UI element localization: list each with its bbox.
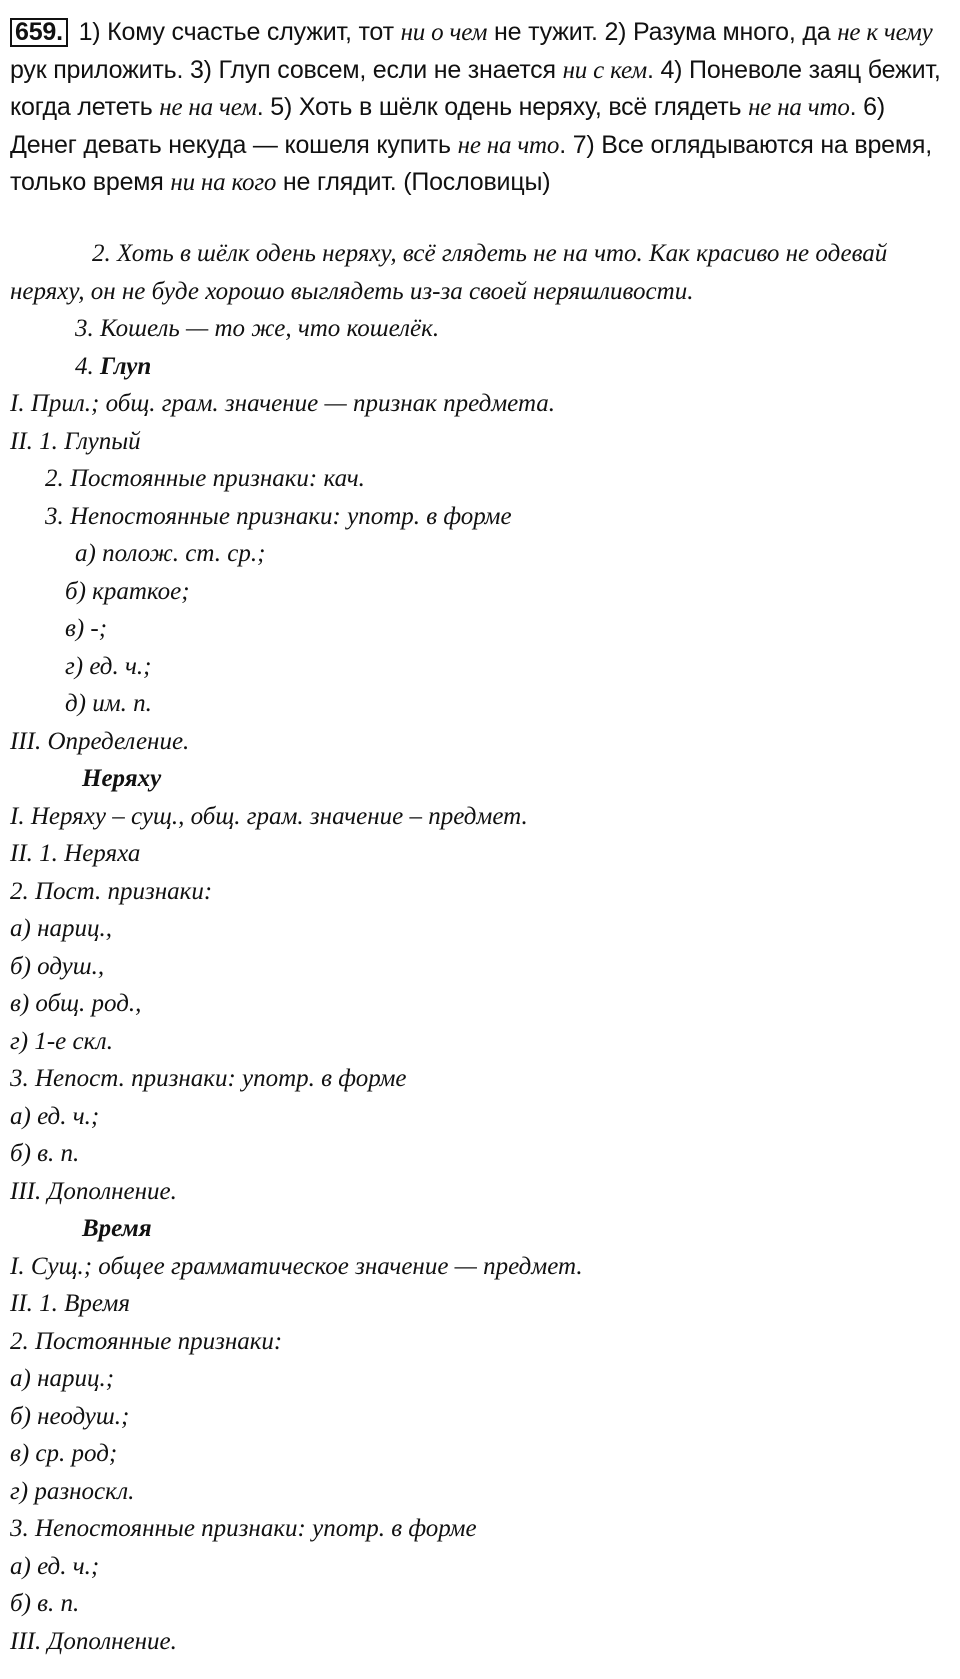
segment-italic: ни с кем — [562, 56, 647, 84]
parse-line: 3. Непостоянные признаки: употр. в форме — [45, 502, 512, 530]
parse-line: в) -; — [65, 615, 108, 642]
parse-line: г) разноскл. — [10, 1477, 135, 1505]
segment: . 7) Все оглядываются на время, только время — [10, 130, 932, 196]
parse-line: III. Определение. — [10, 727, 190, 755]
parse-line: а) полож. ст. ср.; — [75, 540, 266, 567]
segment: не тужит. 2) Разума много, да — [487, 18, 838, 46]
exercise-number: 659. — [10, 18, 68, 47]
segment-italic: не на чем — [159, 94, 257, 121]
parse-line: 2. Постоянные признаки: кач. — [45, 465, 365, 492]
item-4-prefix: 4. — [75, 352, 100, 380]
parse-line: а) ед. ч.; — [10, 1102, 100, 1130]
parse-line: в) ср. род; — [10, 1440, 118, 1467]
word-heading-neryakhu: Неряху — [82, 765, 162, 792]
answer-item-4-heading — [0, 348, 950, 386]
parse-line: 2. Пост. признаки: — [10, 877, 213, 905]
parse-line: д) им. п. — [65, 690, 152, 717]
parse-line: г) ед. ч.; — [65, 652, 152, 680]
parse-line: III. Дополнение. — [10, 1627, 177, 1655]
segment: 1) Кому счастье служит, тот — [71, 18, 401, 46]
parse-line: г) 1-е скл. — [10, 1027, 113, 1055]
segment-italic: не к чему — [837, 19, 933, 46]
parse-line: а) нариц.; — [10, 1365, 115, 1392]
segment-italic: ни о чем — [400, 19, 488, 46]
parse-line: б) краткое; — [65, 577, 190, 605]
segment-italic: не на что — [457, 131, 560, 159]
parse-line: б) в. п. — [10, 1590, 80, 1617]
segment: . 6) Денег девать некуда — кошеля купить — [10, 93, 885, 159]
parse-line: III. Дополнение. — [10, 1177, 177, 1205]
answer-item-2: 2. Хоть в шёлк одень неряху, всё глядеть не на что. Как красиво не одевай неряху, он не буде хорошо выглядеть из-за своей неряшливости. — [10, 240, 888, 305]
parse-line: II. 1. Время — [10, 1290, 130, 1317]
segment-italic: не на что — [748, 94, 850, 121]
parse-line: 3. Непостоянные признаки: употр. в форме — [10, 1515, 477, 1542]
word-heading-vremya: Время — [82, 1215, 152, 1242]
answer-block — [0, 235, 950, 1660]
answer-item-3: 3. Кошель — то же, что кошелёк. — [75, 315, 440, 342]
parse-line: 2. Постоянные признаки: — [10, 1327, 283, 1355]
parse-line: II. 1. Глупый — [10, 427, 141, 455]
exercise-text — [10, 14, 945, 202]
parse-line: б) неодуш.; — [10, 1402, 130, 1430]
segment-italic: ни на кого — [170, 169, 277, 196]
parse-line: I. Неряху – сущ., общ. грам. значение – предмет. — [10, 802, 528, 830]
parse-line: б) в. п. — [10, 1140, 80, 1167]
word-heading-glup: Глуп — [100, 352, 152, 380]
segment: не глядит. (Пословицы) — [276, 168, 551, 196]
parse-line: а) нариц., — [10, 915, 112, 942]
parse-line: II. 1. Неряха — [10, 840, 141, 867]
parse-line: б) одуш., — [10, 952, 105, 980]
segment: рук приложить. 3) Глуп совсем, если не знается — [10, 55, 563, 84]
segment: . 4) Поневоле заяц бежит, когда лететь — [10, 55, 941, 121]
segment: . 5) Хоть в шёлк одень неряху, всё глядеть — [256, 93, 749, 121]
parse-line: I. Прил.; общ. грам. значение — признак предмета. — [10, 390, 556, 417]
parse-line: а) ед. ч.; — [10, 1552, 100, 1580]
parse-line: I. Сущ.; общее грамматическое значение — предмет. — [10, 1252, 583, 1280]
parse-line: в) общ. род., — [10, 990, 142, 1017]
parse-line: 3. Непост. признаки: употр. в форме — [10, 1065, 407, 1092]
